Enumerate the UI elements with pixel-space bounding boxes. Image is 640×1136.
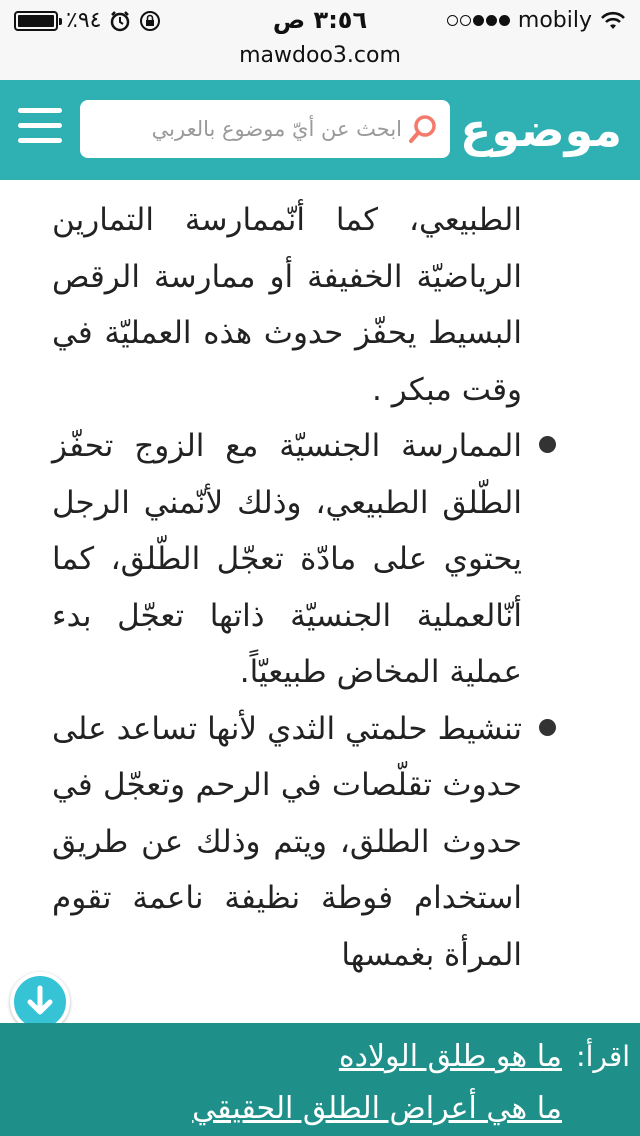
status-time: ٣:٥٦ ص bbox=[272, 6, 368, 34]
status-right bbox=[447, 8, 626, 33]
article-content bbox=[0, 180, 640, 1023]
related-link[interactable]: ما هي أعراض الطلق الحقيقي bbox=[192, 1091, 562, 1126]
site-logo[interactable]: موضوع bbox=[459, 103, 622, 157]
read-label: اقرأ: bbox=[576, 1040, 630, 1073]
list-item: تنشيط حلمتي الثدي لأنها تساعد على حدوث تقلّصات في الرحم وتعجّل في حدوث الطلق، ويتم وذلك عن طريق استخدام فوطة نظيفة ناعمة تقوم المرأة بغمسها bbox=[52, 701, 522, 984]
status-bar bbox=[0, 0, 640, 42]
search-input[interactable] bbox=[80, 100, 450, 158]
related-link[interactable]: ما هو طلق الولاده bbox=[338, 1039, 562, 1074]
url-bar[interactable] bbox=[0, 42, 640, 81]
menu-button[interactable] bbox=[18, 108, 62, 148]
site-header bbox=[0, 80, 640, 180]
list-item: الطبيعي، كما أنّممارسة التمارين الرياضيّة الخفيفة أو ممارسة الرقص البسيط يحفّز حدوث هذه العمليّة في وقت مبكر . bbox=[52, 202, 522, 408]
search-icon[interactable] bbox=[408, 114, 438, 144]
carrier-name: mobily bbox=[517, 8, 592, 33]
related-articles-bar bbox=[0, 1023, 640, 1136]
hamburger-icon bbox=[18, 108, 62, 113]
list-item: الممارسة الجنسيّة مع الزوج تحفّز الطّلق الطبيعي، وذلك لأنّمني الرجل يحتوي على مادّة تعجّل الطّلق، كما أنّالعملية الجنسيّة ذاتها تعجّل بدء عملية المخاض طبيعيّاً. bbox=[52, 418, 522, 701]
search-placeholder: ابحث عن أيّ موضوع بالعربي bbox=[151, 117, 402, 141]
url-text: mawdoo3.com bbox=[239, 43, 401, 68]
wifi-icon bbox=[600, 11, 626, 31]
battery-percent: ٪٩٤ bbox=[66, 8, 102, 33]
signal-strength-icon bbox=[447, 15, 510, 26]
article-list bbox=[52, 192, 522, 983]
arrow-down-icon bbox=[22, 984, 58, 1020]
